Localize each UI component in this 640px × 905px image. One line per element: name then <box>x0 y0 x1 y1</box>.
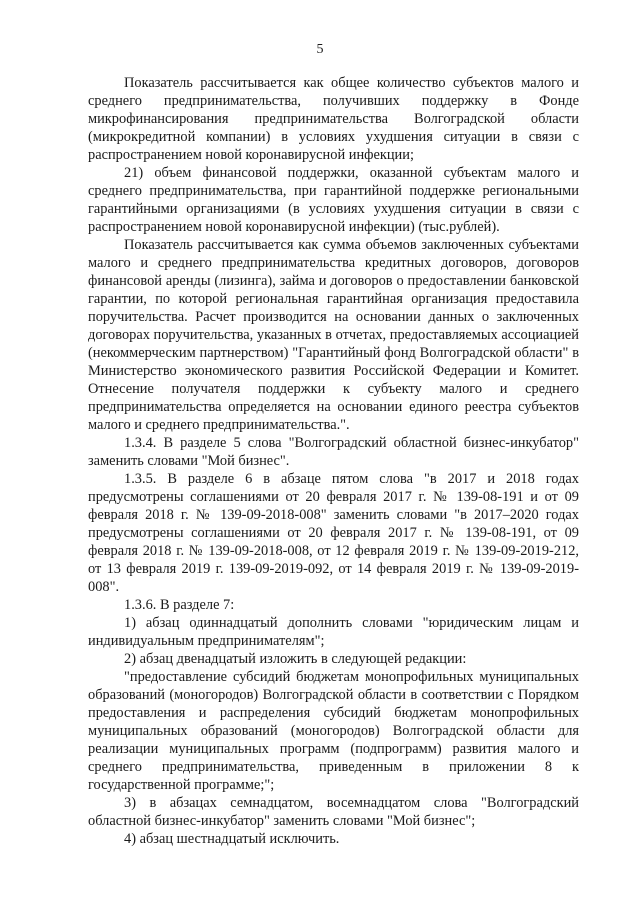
paragraph-item-1: 1) абзац одиннадцатый дополнить словами "юридическим лицам и индивидуальным предпринимателям"; <box>88 615 579 649</box>
paragraph-1-3-5: 1.3.5. В разделе 6 в абзаце пятом слова "в 2017 и 2018 годах предусмотрены соглашениями от 20 февраля 2017 г. № 139-08-191 и от 09 февраля 2018 г. № 139-09-2018-008" заменить словами "в 2017–2020 годах предусмотрены соглашениями от 20 февраля 2017 г. № 139-08-191, от 09 февраля 2018 г. № 139-09-2018-008, от 12 февраля 2019 г. № 139-09-2019-212, от 13 февраля 2019 г. 139-09-2019-092, от 14 февраля 2019 г. № 139-09-2019-008". <box>88 471 579 595</box>
paragraph-item-4: 4) абзац шестнадцатый исключить. <box>124 831 340 847</box>
paragraph-item-3: 3) в абзацах семнадцатом, восемнадцатом слова "Волгоградский областной бизнес-инкубатор" заменить словами "Мой бизнес"; <box>88 795 579 829</box>
paragraph-new-wording: "предоставление субсидий бюджетам монопрофильных муниципальных образований (моногородов) Волгоградской области в соответствии с Порядком предоставления и распределения субсидий бюджетам монопрофильных муниципальных образований (моногородов) Волгоградской области для реализации муниципальных программ (подпрограмм) развития малого и среднего предпринимательства, приведенным в приложении 8 к государственной программе;"; <box>88 669 579 793</box>
paragraph-item-2: 2) абзац двенадцатый изложить в следующей редакции: <box>124 651 467 667</box>
paragraph-indicator-description: Показатель рассчитывается как общее количество субъектов малого и среднего предпринимательства, получивших поддержку в Фонде микрофинансирования предпринимательства Волгоградской области (микрокредитной компании) в условиях ухудшения ситуации в связи с распространением новой коронавирусной инфекции; <box>88 75 579 163</box>
page-number: 5 <box>316 42 324 57</box>
paragraph-1-3-6: 1.3.6. В разделе 7: <box>124 597 235 613</box>
paragraph-item-21: 21) объем финансовой поддержки, оказанной субъектам малого и среднего предпринимательства, при гарантийной поддержке региональными гарантийными организациями (в условиях ухудшения ситуации в связи с распространением новой коронавирусной инфекции) (тыс.рублей). <box>88 165 579 235</box>
paragraph-1-3-4: 1.3.4. В разделе 5 слова "Волгоградский областной бизнес-инкубатор" заменить словами "Мой бизнес". <box>88 435 579 469</box>
paragraph-calculation-method: Показатель рассчитывается как сумма объемов заключенных субъектами малого и среднего предпринимательства кредитных договоров, договоров финансовой аренды (лизинга), займа и договоров о предоставлении банковской гарантии, по которой региональная гарантийная организация предоставила поручительства. Расчет производится на основании данных о заключенных договорах поручительства, указанных в отчетах, предоставляемых ассоциацией (некоммерческим партнерством) "Гарантийный фонд Волгоградской области" в Министерство экономического развития Российской Федерации и Комитет. Отнесение получателя поддержки к субъекту малого и среднего предпринимательства определяется на основании единого реестра субъектов малого и среднего предпринимательства.". <box>88 237 579 433</box>
document-body <box>88 74 579 848</box>
